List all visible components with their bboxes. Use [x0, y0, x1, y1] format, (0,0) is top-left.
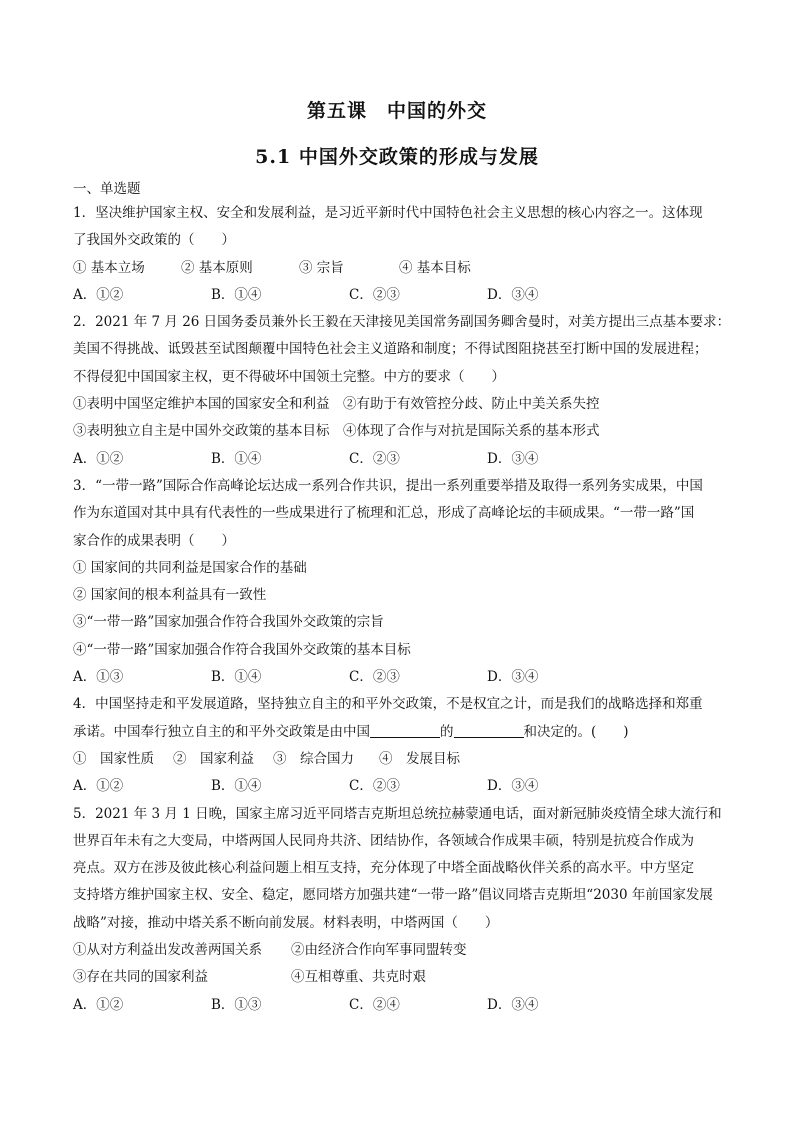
question-text-line: 家合作的成果表明（ ） [73, 532, 235, 549]
statement-option: ③ 宗旨 [299, 259, 344, 276]
statement-option: ② 基本原则 [181, 259, 253, 276]
lesson-title: 第五课 中国的外交 [306, 100, 487, 122]
question-text-line: 不得侵犯中国国家主权，更不得破坏中国领土完整。中方的要求（ ） [73, 368, 505, 385]
answer-choices [73, 446, 733, 473]
answer-choice-c: C．②③ [349, 450, 400, 467]
answer-choice-d: D．③④ [487, 996, 539, 1013]
answer-choice-a: A．①② [73, 450, 124, 467]
question-text-line: 战略”对接，推动中塔关系不断向前发展。材料表明，中塔两国（ ） [73, 914, 499, 931]
answer-choice-b: B．①③ [211, 996, 262, 1013]
question-text-line: 5．2021 年 3 月 1 日晚，国家主席习近平同塔吉克斯坦总统拉赫蒙通电话，面对新冠肺炎疫情全球大流行和 [73, 805, 722, 822]
question-text-line: 3．“一带一路”国际合作高峰论坛达成一系列合作共识，提出一系列重要举措及取得一系列务实成果，中国 [73, 477, 703, 494]
statement-option: ④ 基本目标 [399, 259, 471, 276]
statement-option: ④互相尊重、共克时艰 [291, 969, 426, 986]
question-5 [73, 801, 733, 1019]
fill-blank [454, 723, 524, 738]
statement-option: ① 国家间的共同利益是国家合作的基础 [73, 559, 307, 576]
statement-option: ③存在共同的国家利益 [73, 969, 208, 986]
statement-option: ① 基本立场 [73, 259, 145, 276]
statement-option: ③表明独立自主是中国外交政策的基本目标 ④体现了合作与对抗是国际关系的基本形式 [73, 423, 600, 440]
answer-choice-b: B．①④ [211, 450, 262, 467]
question-text-line: 了我国外交政策的（ ） [73, 232, 235, 249]
answer-choices [73, 282, 733, 309]
question-text-line: 美国不得挑战、诋毁甚至试图颠覆中国特色社会主义道路和制度；不得试图阻挠甚至打断中国的发展进程； [73, 341, 708, 358]
answer-choices [73, 992, 733, 1019]
question-text-line: 2．2021 年 7 月 26 日国务委员兼外长王毅在天津接见美国常务副国务卿舍曼时，对美方提出三点基本要求： [73, 314, 731, 331]
statement-options [73, 746, 733, 773]
statement-option: ①表明中国坚定维护本国的国家安全和利益 ②有助于有效管控分歧、防止中美关系失控 [73, 396, 600, 413]
answer-choices [73, 664, 733, 691]
answer-choice-d: D．③④ [487, 286, 539, 303]
question-text-line: 4．中国坚持走和平发展道路，坚持独立自主的和平外交政策，不是权宜之计，而是我们的战略选择和郑重 [73, 696, 703, 713]
answer-choice-a: A．①② [73, 996, 124, 1013]
question-text-line: 1．坚决维护国家主权、安全和发展利益，是习近平新时代中国特色社会主义思想的核心内容之一。这体现 [73, 205, 703, 221]
question-text-line: 作为东道国对其中具有代表性的一些成果进行了梳理和汇总，形成了高峰论坛的丰硕成果。“一带一路”国 [73, 505, 695, 522]
question-4 [73, 691, 733, 800]
answer-choice-a: A．①② [73, 778, 124, 795]
question-text: 承诺。中国奉行独立自主的和平外交政策是由中国 [73, 723, 370, 740]
statement-option: ② 国家利益 [173, 750, 254, 767]
answer-choice-c: C．②③ [349, 778, 400, 795]
statement-options [73, 937, 733, 964]
answer-choice-d: D．③④ [487, 778, 539, 795]
answer-choices [73, 773, 733, 800]
statement-options [73, 964, 733, 991]
question-text-line: 亮点。双方在涉及彼此核心利益问题上相互支持，充分体现了中塔全面战略伙伴关系的高水平。中方坚定 [73, 860, 694, 877]
question-1 [73, 200, 733, 309]
answer-choice-c: C．②③ [349, 286, 400, 303]
answer-choice-a: A．①② [73, 286, 124, 303]
statement-option: ① 国家性质 [73, 750, 154, 767]
statement-options [73, 255, 733, 282]
answer-choice-c: C．②③ [349, 669, 400, 686]
question-body [73, 178, 733, 1019]
statement-option: ④ 发展目标 [379, 750, 460, 767]
statement-option: ①从对方利益出发改善两国关系 [73, 942, 262, 959]
section-title: 5.1 中国外交政策的形成与发展 [255, 146, 539, 168]
answer-choice-d: D．③④ [487, 669, 539, 686]
question-2 [73, 309, 733, 473]
answer-choice-b: B．①④ [211, 778, 262, 795]
question-text-line [73, 719, 733, 746]
answer-choice-c: C．②④ [349, 996, 400, 1013]
question-3 [73, 473, 733, 691]
statement-option: ②由经济合作向军事同盟转变 [291, 942, 467, 959]
question-text-line: 世界百年未有之大变局，中塔两国人民同舟共济、团结协作，各领域合作成果丰硕，特别是抗疫合作成为 [73, 832, 694, 849]
answer-choice-a: A．①③ [73, 669, 124, 686]
fill-blank [370, 723, 440, 738]
question-text-line: 支持塔方维护国家主权、安全、稳定，愿同塔方加强共建“一带一路”倡议同塔吉克斯坦“2030 年前国家发展 [73, 887, 713, 904]
statement-option: ② 国家间的根本利益具有一致性 [73, 587, 267, 604]
statement-option: ③“一带一路”国家加强合作符合我国外交政策的宗旨 [73, 614, 384, 631]
question-text: 的 [440, 723, 454, 740]
statement-option: ③ 综合国力 [273, 750, 354, 767]
answer-choice-d: D．③④ [487, 450, 539, 467]
answer-choice-b: B．①④ [211, 286, 262, 303]
answer-choice-b: B．①④ [211, 669, 262, 686]
section-heading: 一、单选题 [73, 181, 141, 197]
question-text: 和决定的。( ) [523, 723, 629, 740]
statement-option: ④“一带一路”国家加强合作符合我国外交政策的基本目标 [73, 641, 411, 658]
